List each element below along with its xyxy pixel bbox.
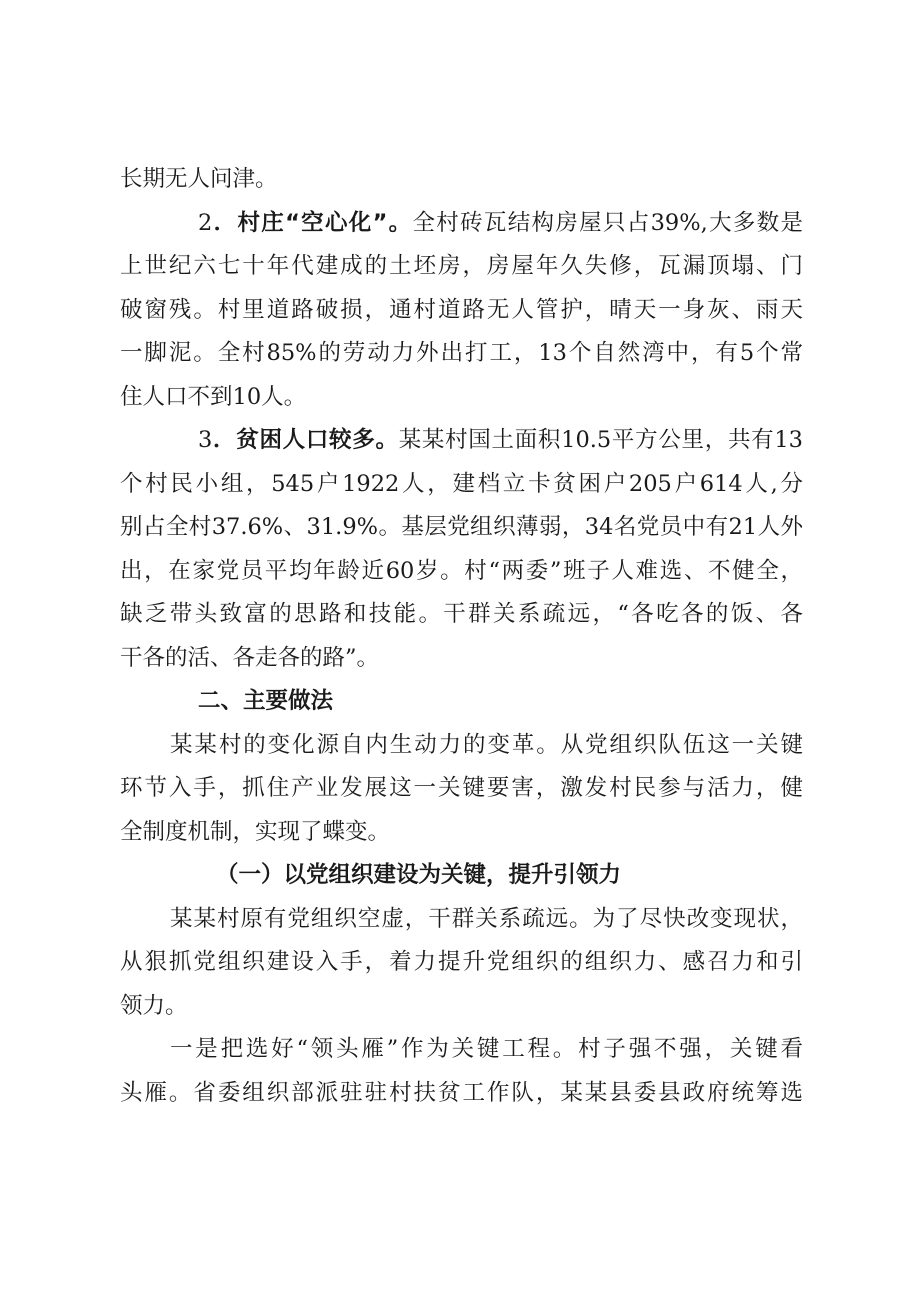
list-item-heading: ．贫困人口较多。 (212, 427, 399, 453)
list-number: 3 (198, 427, 213, 453)
paragraph-line: 一是把选好“领头雁”作为关键工程。村子强不强，关键看 (170, 1036, 803, 1062)
section-heading: 二、主要做法 (198, 688, 334, 714)
paragraph-line: 上世纪六七十年代建成的土坯房，房屋年久失修，瓦漏顶塌、门 (120, 253, 803, 279)
paragraph-line: 出，在家党员平均年龄近60岁。村“两委”班子人难选、不健全， (120, 557, 803, 584)
paragraph-line: 从狠抓党组织建设入手，着力提升党组织的组织力、感召力和引 (120, 949, 803, 975)
list-number: 2 (198, 209, 213, 236)
paragraph-line: 头雁。省委组织部派驻驻村扶贫工作队，某某县委县政府统筹选 (120, 1079, 803, 1106)
paragraph-line: 干各的活、各走各的路”。 (120, 644, 380, 671)
paragraph-line: 破窗残。村里道路破损，通村道路无人管护，晴天一身灰、雨天 (120, 296, 803, 323)
paragraph-line: 某某村原有党组织空虚，干群关系疏远。为了尽快改变现状， (170, 905, 803, 932)
document-body (120, 158, 803, 1115)
paragraph-line: 某某村的变化源自内生动力的变革。从党组织队伍这一关键 (170, 731, 803, 758)
paragraph-line: 住人口不到10人。 (120, 383, 307, 410)
list-item-text: 全村砖瓦结构房屋只占39%,大多数是 (412, 209, 803, 236)
paragraph-line: 一脚泥。全村85%的劳动力外出打工，13个自然湾中，有5个常 (120, 340, 803, 366)
paragraph-line (120, 419, 803, 463)
list-item-text: 某某村国土面积10.5平方公里，共有13 (398, 427, 803, 453)
paragraph-line: 别占全村37.6%、31.9%。基层党组织薄弱，34名党员中有21人外 (120, 514, 803, 540)
list-item-heading: ．村庄“空心化”。 (212, 209, 413, 236)
paragraph-line: 长期无人问津。 (120, 166, 278, 192)
paragraph-line: 环节入手，抓住产业发展这一关键要害，激发村民参与活力，健 (120, 775, 803, 801)
subsection-heading: （一）以党组织建设为关键，提升引领力 (216, 862, 622, 888)
paragraph-line (120, 202, 803, 246)
paragraph-line: 全制度机制，实现了蝶变。 (120, 818, 391, 845)
paragraph-line: 缺乏带头致富的思路和技能。干群关系疏远，“各吃各的饭、各 (120, 601, 803, 627)
paragraph-line: 领力。 (120, 992, 188, 1019)
paragraph-line: 个村民小组，545户1922人，建档立卡贫困户205户614人,分 (120, 470, 803, 497)
